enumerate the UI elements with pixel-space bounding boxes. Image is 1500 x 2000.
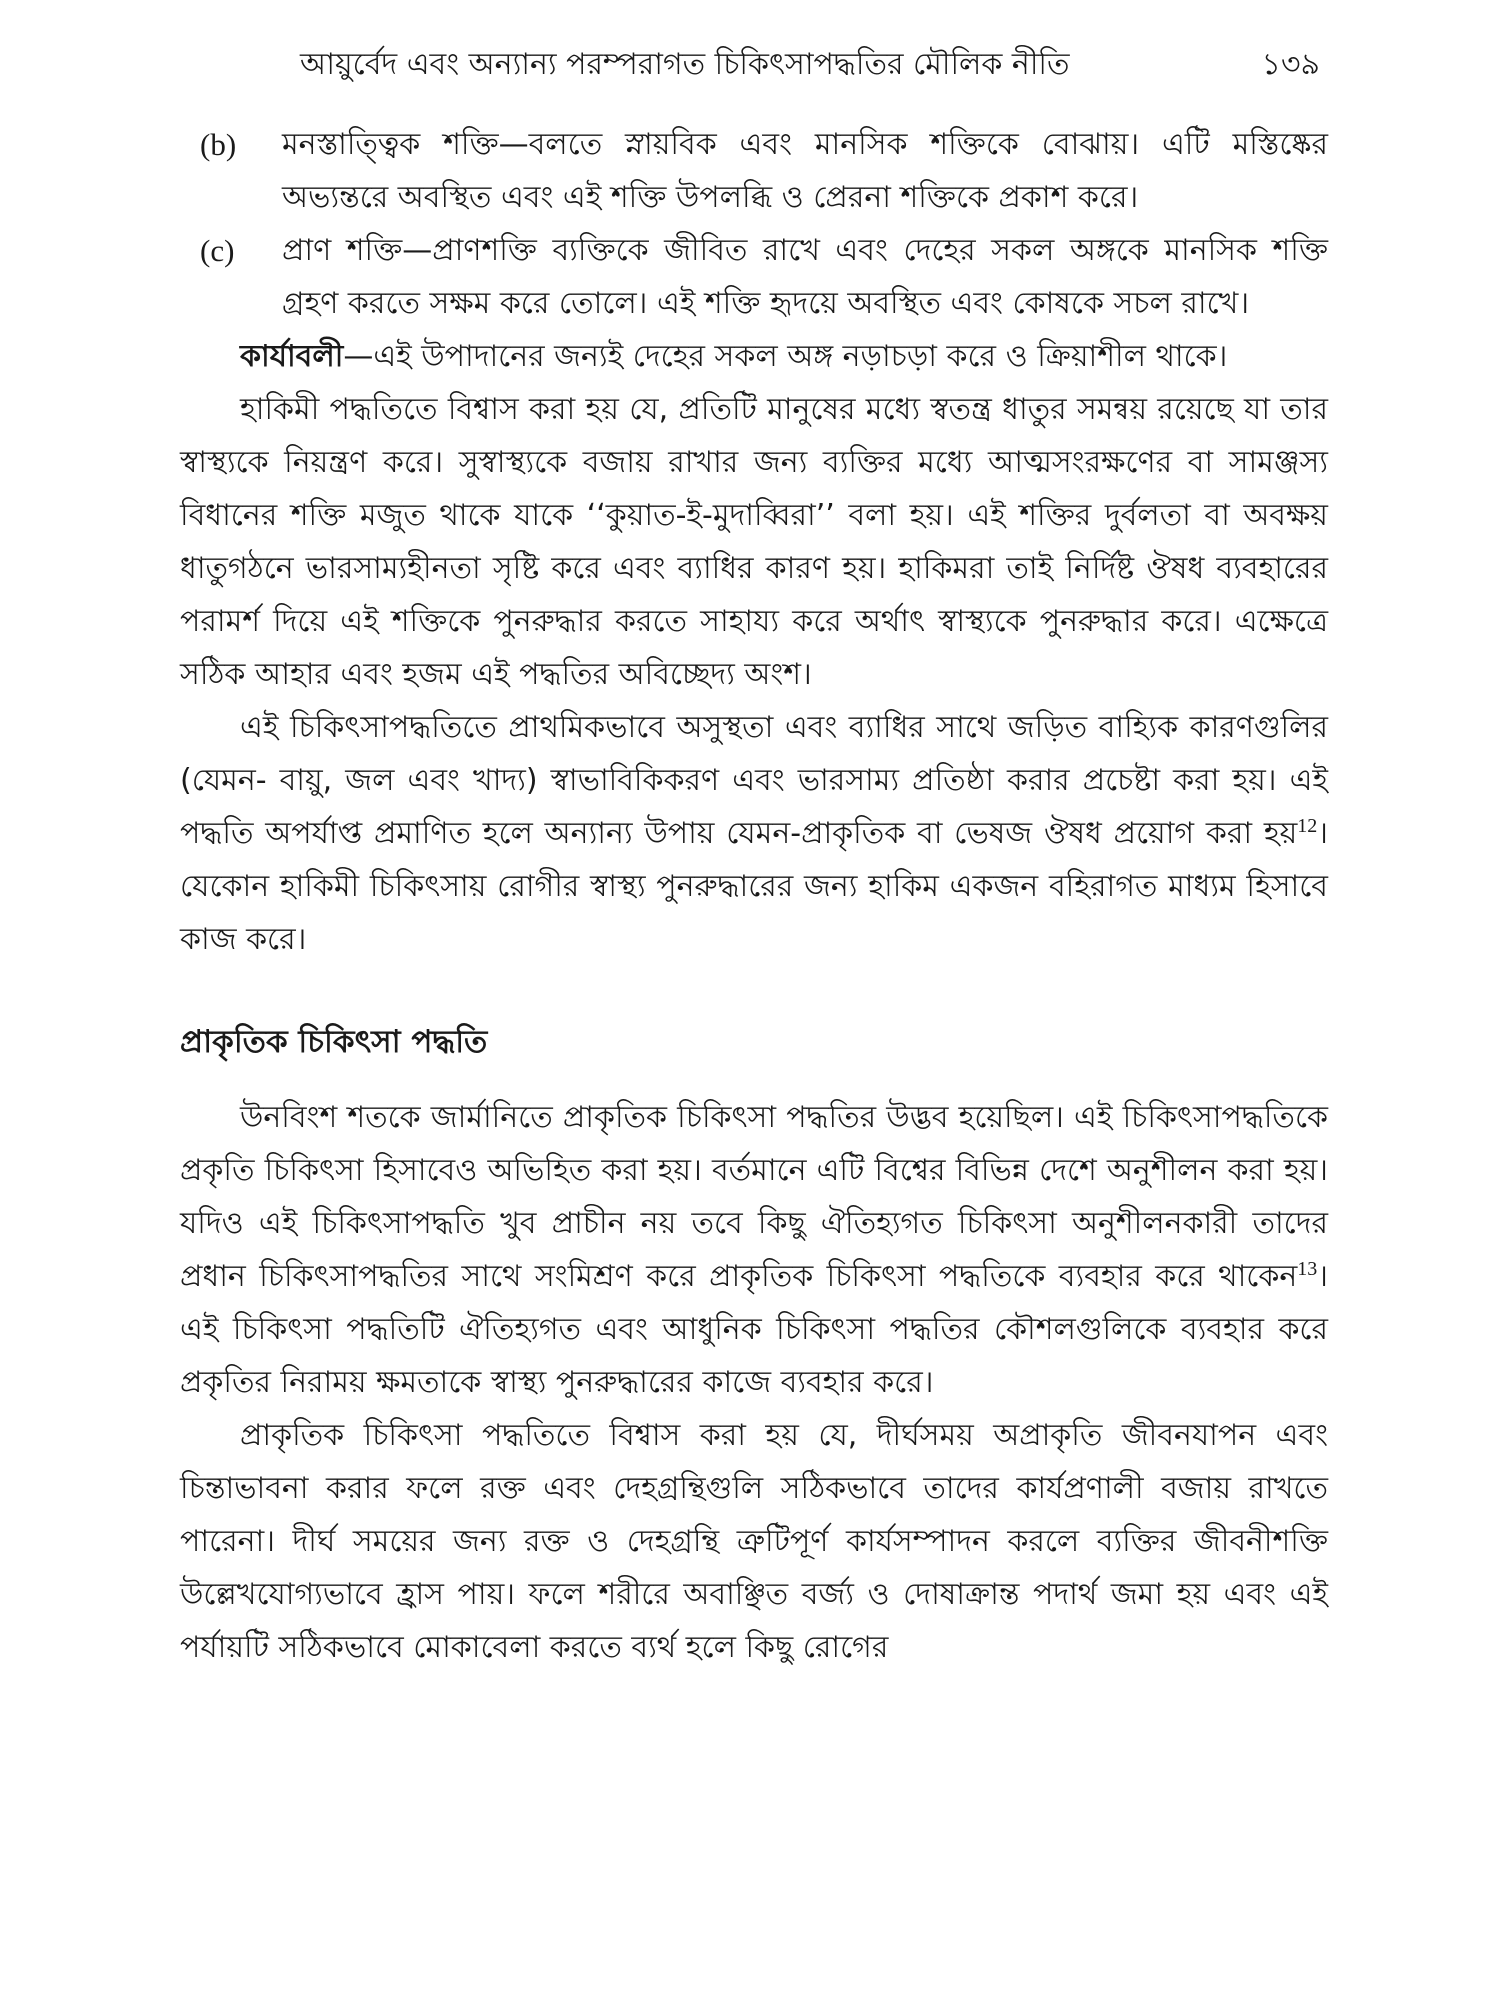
running-header bbox=[300, 40, 1320, 90]
footnote-ref: 12 bbox=[1297, 815, 1318, 837]
list-item-c bbox=[180, 224, 1328, 330]
naturopathy-text-after: । এই চিকিৎসা পদ্ধতিটি ঐতিহ্যগত এবং আধুনিক চিকিৎসা পদ্ধতির কৌশলগুলিকে ব্যবহার করে প্রকৃতির নিরাময় ক্ষমতাকে স্বাস্থ্য পুনরুদ্ধারের কাজে ব্যবহার করে। bbox=[180, 1259, 1328, 1400]
footnote-ref: 13 bbox=[1297, 1258, 1318, 1280]
naturopathy-text-before: উনবিংশ শতকে জার্মানিতে প্রাকৃতিক চিকিৎসা পদ্ধতির উদ্ভব হয়েছিল। এই চিকিৎসাপদ্ধতিকে প্রকৃতি চিকিৎসা হিসাবেও অভিহিত করা হয়। বর্তমানে এটি বিশ্বের বিভিন্ন দেশে অনুশীলন করা হয়। যদিও এই চিকিৎসাপদ্ধতি খুব প্রাচীন নয় তবে কিছু ঐতিহ্যগত চিকিৎসা অনুশীলনকারী তাদের প্রধান চিকিৎসাপদ্ধতির সাথে সংমিশ্রণ করে প্রাকৃতিক চিকিৎসা পদ্ধতিকে ব্যবহার করে থাকেন bbox=[180, 1100, 1328, 1294]
treatment-text-after: । যেকোন হাকিমী চিকিৎসায় রোগীর স্বাস্থ্য পুনরুদ্ধারের জন্য হাকিম একজন বহিরাগত মাধ্যম হিসাবে কাজ করে। bbox=[180, 816, 1328, 957]
functions-text: —এই উপাদানের জন্যই দেহের সকল অঙ্গ নড়াচড়া করে ও ক্রিয়াশীল থাকে। bbox=[343, 339, 1228, 374]
belief-paragraph: প্রাকৃতিক চিকিৎসা পদ্ধতিতে বিশ্বাস করা হয় যে, দীর্ঘসময় অপ্রাকৃতি জীবনযাপন এবং চিন্তাভাবনা করার ফলে রক্ত এবং দেহগ্রন্থিগুলি সঠিকভাবে তাদের কার্যপ্রণালী বজায় রাখতে পারেনা। দীর্ঘ সময়ের জন্য রক্ত ও দেহগ্রন্থি ত্রুটিপূর্ণ কার্যসম্পাদন করলে ব্যক্তির জীবনীশক্তি উল্লেখযোগ্যভাবে হ্রাস পায়। ফলে শরীরে অবাঞ্ছিত বর্জ্য ও দোষাক্রান্ত পদার্থ জমা হয় এবং এই পর্যায়টি সঠিকভাবে মোকাবেলা করতে ব্যর্থ হলে কিছু রোগের bbox=[180, 1418, 1328, 1665]
hakimi-paragraph: হাকিমী পদ্ধতিতে বিশ্বাস করা হয় যে, প্রতিটি মানুষের মধ্যে স্বতন্ত্র ধাতুর সমন্বয় রয়েছে যা তার স্বাস্থ্যকে নিয়ন্ত্রণ করে। সুস্বাস্থ্যকে বজায় রাখার জন্য ব্যক্তির মধ্যে আত্মসংরক্ষণের বা সামঞ্জস্য বিধানের শক্তি মজুত থাকে যাকে ‘‘কুয়াত-ই-মুদাব্বিরা’’ বলা হয়। এই শক্তির দুর্বলতা বা অবক্ষয় ধাতুগঠনে ভারসাম্যহীনতা সৃষ্টি করে এবং ব্যাধির কারণ হয়। হাকিমরা তাই নির্দিষ্ট ঔষধ ব্যবহারের পরামর্শ দিয়ে এই শক্তিকে পুনরুদ্ধার করতে সাহায্য করে অর্থাৎ স্বাস্থ্যকে পুনরুদ্ধার করে। এক্ষেত্রে সঠিক আহার এবং হজম এই পদ্ধতির অবিচ্ছেদ্য অংশ। bbox=[180, 392, 1328, 692]
functions-paragraph bbox=[180, 330, 1328, 383]
treatment-paragraph bbox=[180, 701, 1328, 966]
treatment-text-before: এই চিকিৎসাপদ্ধতিতে প্রাথমিকভাবে অসুস্থতা এবং ব্যাধির সাথে জড়িত বাহ্যিক কারণগুলির (যেমন- বায়ু, জল এবং খাদ্য) স্বাভাবিকিকরণ এবং ভারসাম্য প্রতিষ্ঠা করার প্রচেষ্টা করা হয়। এই পদ্ধতি অপর্যাপ্ত প্রমাণিত হলে অন্যান্য উপায় যেমন-প্রাকৃতিক বা ভেষজ ঔষধ প্রয়োগ করা হয় bbox=[180, 710, 1328, 851]
list-item-text: প্রাণ শক্তি—প্রাণশক্তি ব্যক্তিকে জীবিত রাখে এবং দেহের সকল অঙ্গকে মানসিক শক্তি গ্রহণ করতে সক্ষম করে তোলে। এই শক্তি হৃদয়ে অবস্থিত এবং কোষকে সচল রাখে। bbox=[282, 233, 1328, 321]
list-item-text: মনস্তাত্ত্বিক শক্তি—বলতে স্নায়বিক এবং মানসিক শক্তিকে বোঝায়। এটি মস্তিষ্কের অভ্যন্তরে অবস্থিত এবং এই শক্তি উপলব্ধি ও প্রেরনা শক্তিকে প্রকাশ করে। bbox=[282, 127, 1328, 215]
chapter-title: আয়ুর্বেদ এবং অন্যান্য পরম্পরাগত চিকিৎসাপদ্ধতির মৌলিক নীতি bbox=[300, 47, 1070, 82]
section-heading: প্রাকৃতিক চিকিৎসা পদ্ধতি bbox=[180, 1024, 488, 1060]
page-number: ১৩৯ bbox=[1261, 47, 1320, 82]
page-body bbox=[180, 118, 1328, 1674]
list-marker: (c) bbox=[200, 233, 235, 268]
list-marker: (b) bbox=[200, 127, 237, 162]
list-item-b bbox=[180, 118, 1328, 224]
functions-lead: কার্যাবলী bbox=[240, 339, 344, 374]
naturopathy-paragraph bbox=[180, 1091, 1328, 1409]
